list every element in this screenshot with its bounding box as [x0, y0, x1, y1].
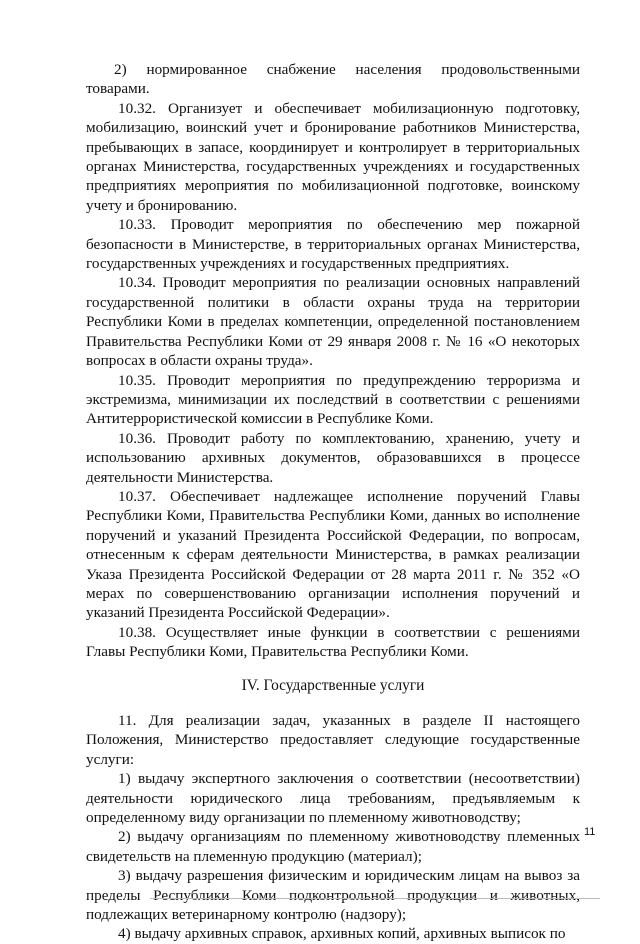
list-item-2: 2) нормированное снабжение населения продовольственными товарами. [86, 61, 580, 98]
clause-10-36: 10.36. Проводит работу по комплектованию, хранению, учету и использованию архивных документов, образовавшихся в процессе деятельности Министерства. [86, 429, 580, 486]
clause-10-32: 10.32. Организует и обеспечивает мобилизационную подготовку, мобилизацию, воинский учет и бронирование работников Министерства, пребывающих в запасе, координирует и контролирует в территориальных органах Министерства, государственных учреждениях и государственных предприятиях мероприятия по мобилизационной подготовке, воинскому учету и бронированию. [86, 99, 580, 214]
service-item-2: 2) выдачу организациям по племенному животноводству племенных свидетельств на племенную продукцию (материал); [86, 828, 580, 865]
clause-10-34: 10.34. Проводит мероприятия по реализации основных направлений государственной политики в области охраны труда на территории Республики Коми в пределах компетенции, определенной постановлением Правительства Республики Коми от 29 января 2008 г. № 16 «О некоторых вопросах в области охраны труда». [86, 274, 580, 370]
clause-11: 11. Для реализации задач, указанных в разделе II настоящего Положения, Министерство предоставляет следующие государственные услуги: [86, 712, 580, 768]
scan-edge-line [150, 898, 600, 899]
clause-10-38: 10.38. Осуществляет иные функции в соответствии с решениями Главы Республики Коми, Правительства Республики Коми. [86, 623, 580, 661]
clause-10-37: 10.37. Обеспечивает надлежащее исполнение поручений Главы Республики Коми, Правительства Республики Коми, данных во исполнение поручений и указаний Президента Российской Федерации, по вопросам, отнесенным к сферам деятельности Министерства, в рамках реализации Указа Президента Российской Федерации от 28 марта 2011 г. № 352 «О мерах по совершенствованию организации исполнения поручений и указаний Президента Российской Федерации». [86, 487, 580, 622]
clause-10-35: 10.35. Проводит мероприятия по предупреждению терроризма и экстремизма, минимизации их последствий в соответствии с решениями Антитеррористической комиссии в Республике Коми. [86, 371, 580, 428]
page-number: 11 [584, 826, 596, 838]
section-heading: IV. Государственные услуги [241, 676, 425, 694]
document-body [86, 60, 580, 944]
clause-10-33: 10.33. Проводит мероприятия по обеспечению мер пожарной безопасности в Министерстве, в территориальных органах Министерства, государственных учреждениях и государственных предприятиях. [86, 216, 580, 273]
service-item-1: 1) выдачу экспертного заключения о соответствии (несоответствии) деятельности юридического лица требованиям, предъявляемым к определенному виду организации по племенному животноводству; [86, 770, 580, 827]
service-item-3: 3) выдачу разрешения физическим и юридическим лицам на вывоз за пределы Республики Коми подконтрольной продукции и животных, подлежащих ветеринарному контролю (надзору); [86, 867, 580, 924]
service-item-4: 4) выдачу архивных справок, архивных копий, архивных выписок по [118, 925, 566, 943]
